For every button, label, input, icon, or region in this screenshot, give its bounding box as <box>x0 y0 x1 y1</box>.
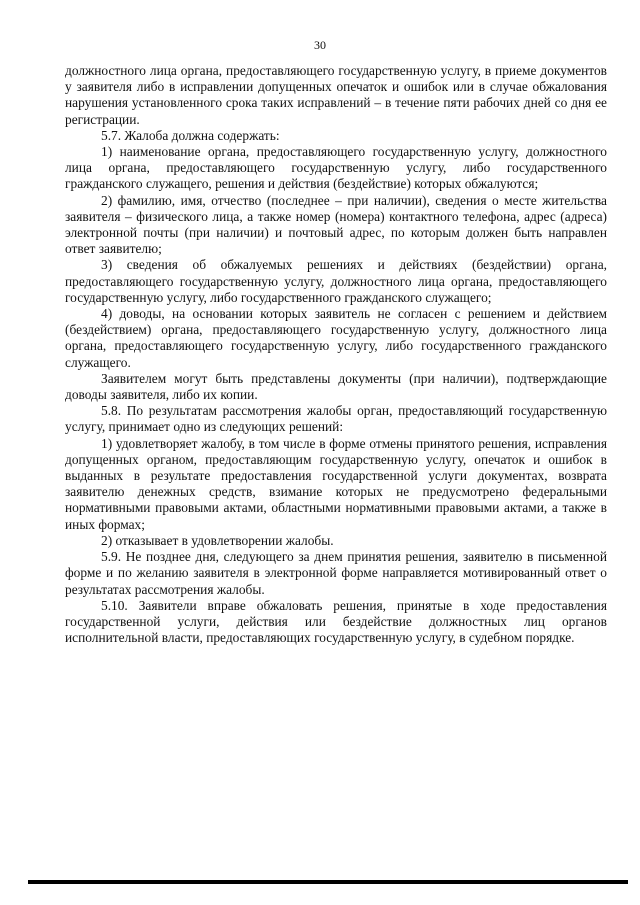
paragraph-supporting-documents: Заявителем могут быть представлены документы (при наличии), подтверждающие доводы заявителя, либо их копии. <box>65 370 607 403</box>
paragraph-5-8: 5.8. По результатам рассмотрения жалобы орган, предоставляющий государственную услугу, принимает одно из следующих решений: <box>65 403 607 435</box>
paragraph-5-7-item-1: 1) наименование органа, предоставляющего государственную услугу, должностного лица органа, предоставляющего государственную услугу, либо государственного гражданского служащего, решения и действия (бездействие) которых обжалуются; <box>65 144 607 192</box>
paragraph-5-8-item-1: 1) удовлетворяет жалобу, в том числе в форме отмены принятого решения, исправления допущенных органом, предоставляющим государственную услугу, опечаток и ошибок в выданных в результате предоставления государственной услуги документах, возврата заявителю денежных средств, взимание которых не предусмотрено федеральными нормативными правовыми актами, областными нормативными правовыми актами, а также в иных формах; <box>65 435 607 532</box>
paragraph-continuation: должностного лица органа, предоставляющего государственную услугу, в приеме документов у заявителя либо в исправлении допущенных опечаток и ошибок или в случае обжалования нарушения установленного срока таких исправлений – в течение пяти рабочих дней со дня ее регистрации. <box>65 63 607 127</box>
paragraph-5-9: 5.9. Не позднее дня, следующего за днем принятия решения, заявителю в письменной форме и по желанию заявителя в электронной форме направляется мотивированный ответ о результатах рассмотрения жалобы. <box>65 549 607 597</box>
paragraph-5-8-item-2: 2) отказывает в удовлетворении жалобы. <box>101 532 334 548</box>
paragraph-5-7-item-2: 2) фамилию, имя, отчество (последнее – при наличии), сведения о месте жительства заявителя – физического лица, а также номер (номера) контактного телефона, адрес (адреса) электронной почты (при наличии) и почтовый адрес, по которым должен быть направлен ответ заявителю; <box>65 192 607 257</box>
page-number: 30 <box>314 38 326 52</box>
paragraph-5-10: 5.10. Заявители вправе обжаловать решения, принятые в ходе предоставления государственной услуги, действия или бездействие должностных лиц органов исполнительной власти, предоставляющих государственную услугу, в судебном порядке. <box>65 597 607 646</box>
document-body <box>65 63 607 646</box>
bottom-divider <box>28 880 628 884</box>
paragraph-5-7-item-4: 4) доводы, на основании которых заявитель не согласен с решением и действием (бездействием) органа, предоставляющего государственную услугу, должностного лица органа, предоставляющего государственную услугу, либо государственного гражданского служащего. <box>65 306 607 370</box>
paragraph-5-7-item-3: 3) сведения об обжалуемых решениях и действиях (бездействии) органа, предоставляющего государственную услугу, должностного лица органа, предоставляющего государственную услугу, либо государственного гражданского служащего; <box>65 257 607 305</box>
paragraph-5-7-heading: 5.7. Жалоба должна содержать: <box>101 127 280 143</box>
